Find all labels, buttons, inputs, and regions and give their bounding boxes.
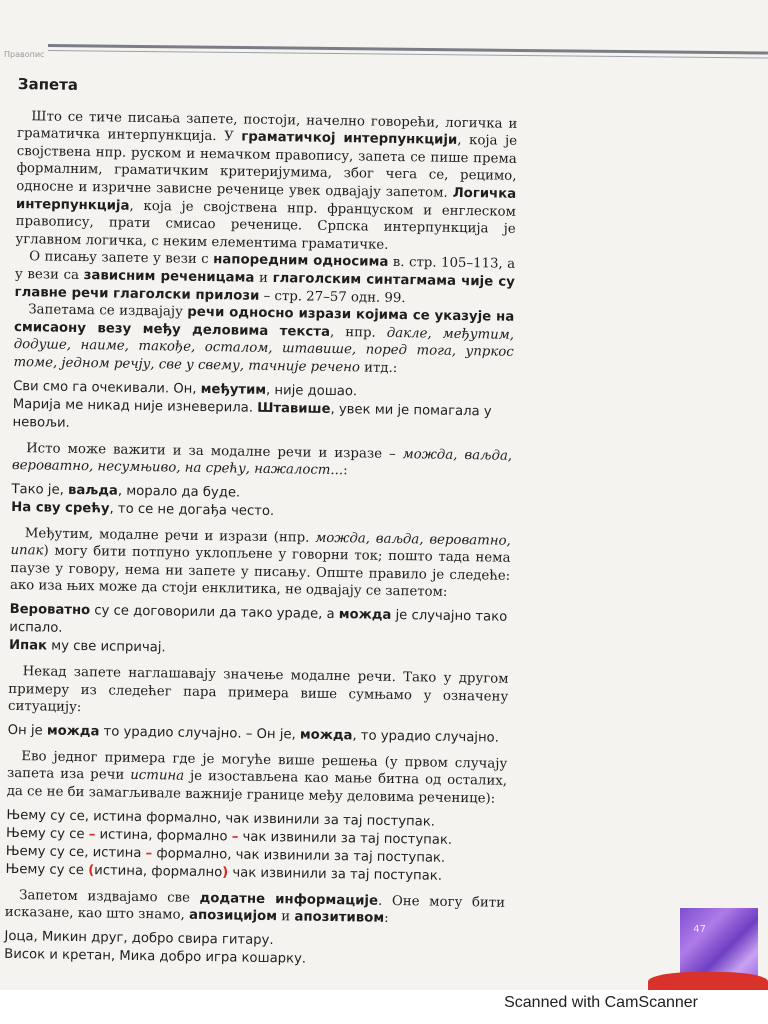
example-line: На сву срећу, то се не догађа често. xyxy=(11,499,275,519)
example-line: Марија ме никад није изневерила. Штавише, увек ми је помагала у невољи. xyxy=(12,396,492,431)
term: зависним реченицама xyxy=(83,267,255,286)
text: О писању запете у вези с xyxy=(29,249,214,268)
text: , која је својствена нпр. руском и немачком правопису, запета се пише према формалним, граматичким критеријумима, због чега се, рецимо, односне и изричне зависне реченице увек одвајају запетом. xyxy=(16,133,518,201)
example-line: Вероватно су се договорили да тако ураде, а можда је случајно тако испало. xyxy=(9,601,508,636)
paragraph-solutions xyxy=(7,748,508,809)
red-decoration xyxy=(648,972,768,990)
page-number: 47 xyxy=(693,924,706,935)
paragraph-references xyxy=(14,248,515,309)
term: додатне информације xyxy=(199,890,379,909)
term: апозицијом xyxy=(188,908,278,925)
example-line: Тако је, ваљда, морало да буде. xyxy=(11,481,241,501)
text: Што се тиче писања запете, постоји, начелно говорећи, логичка и граматичка интерпункција. У xyxy=(16,108,518,145)
term: речи односно изрази којима се указује на смисаону везу међу деловима текста xyxy=(13,304,515,340)
text: в. стр. 105–113, а у вези са xyxy=(14,255,516,283)
text: Запетом издвајамо све xyxy=(19,887,200,906)
text: и xyxy=(254,270,273,286)
example-block-6 xyxy=(4,928,505,972)
example-line: Њему су се, истина формално, чак извинили за тај поступак. xyxy=(6,807,436,830)
term-grammatical: граматичкој интерпункцији xyxy=(241,129,458,149)
example-line: Њему су се – истина, формално – чак извинили за тај поступак. xyxy=(5,825,453,848)
term: глаголским синтагмама чије су главне речи глаголски прилози xyxy=(14,270,515,304)
text: и xyxy=(276,909,295,925)
paragraph-apposition xyxy=(5,887,505,930)
text: , нпр. xyxy=(329,324,387,341)
text: Исто може важити и за модалне речи и изразе – xyxy=(26,440,403,462)
term: апозитивом xyxy=(294,909,385,927)
example-words: можда, ваљда, вероватно, несумњиво, на срећу, нажалост... xyxy=(11,446,513,479)
text: Међутим, модалне речи и изрази (нпр. xyxy=(24,525,316,546)
example-block-1 xyxy=(12,377,513,439)
example-word: истина xyxy=(130,768,185,785)
term-logical: Логичка интерпункција xyxy=(15,185,517,214)
example-line: Он је можда то урадио случајно. – Он је, можда, то урадио случајно. xyxy=(7,722,499,746)
text: , која је својствена нпр. француском и енглеском правопису, прати смисао реченице. Српска интерпункција је углавном логичка, с неким елементима граматичке. xyxy=(15,198,517,253)
text: је изостављена као мање битна од осталих, да се не би замагљивале важније границе међу деловима реченице): xyxy=(6,769,508,807)
example-block-2 xyxy=(11,481,512,525)
text: итд.: xyxy=(359,360,398,376)
text: . Оне могу бити исказане, као што знамо, xyxy=(4,893,506,924)
text: Ево једног примера где је могуће више решења (у првом случају запета иза речи xyxy=(6,748,508,784)
text: ) могу бити потпуно уклопљене у говорни ток; пошто тада нема паузе у говору, нема ни запете у писању. Опште правило је следеће: ако иза њих може да стоји енклитика, не одвајају се запетом: xyxy=(9,543,511,601)
example-line: Њему су се (истина, формално) чак извинили за тај поступак. xyxy=(5,861,443,884)
section-title: Запета xyxy=(17,75,79,94)
example-line: Ипак му све испричај. xyxy=(8,637,166,656)
example-words: можда, ваљда, вероватно, ипак xyxy=(10,530,511,559)
text: – стр. 27–57 одн. 99. xyxy=(259,288,406,306)
example-line: Јоца, Микин друг, добро свира гитару. xyxy=(4,928,274,948)
text: : xyxy=(343,463,348,479)
paragraph-interpunction xyxy=(15,108,517,257)
running-head: Правопис xyxy=(4,50,45,59)
paragraph-modal xyxy=(12,439,512,482)
paragraph-emphasis: Некад запете наглашавају значење модалне речи. Тако у другом примеру из следећег пара примера више сумњамо у означену ситуацију: xyxy=(7,664,509,716)
text: : xyxy=(384,911,389,927)
example-words: дакле, међутим, додуше, наиме, такође, осталом, штавише, поред тога, упркос томе, једном речју, све у свему, тачније речено xyxy=(13,325,515,376)
example-block-3 xyxy=(9,601,510,663)
page-content xyxy=(4,76,518,980)
paragraph-enclitic xyxy=(10,525,511,603)
example-line: Сви смо га очекивали. Он, међутим, није дошао. xyxy=(13,378,358,399)
example-block-4 xyxy=(8,722,508,748)
example-block-5 xyxy=(5,807,506,887)
term: напоредним односима xyxy=(213,252,389,271)
example-line: Њему су се, истина – формално, чак извинили за тај поступак. xyxy=(5,843,446,866)
text: Запетама се издвајају xyxy=(28,302,188,320)
example-line: Висок и кретан, Мика добро игра кошарку. xyxy=(4,946,307,967)
paragraph-connectives xyxy=(13,301,514,379)
scanner-watermark: Scanned with CamScanner xyxy=(504,994,698,1011)
